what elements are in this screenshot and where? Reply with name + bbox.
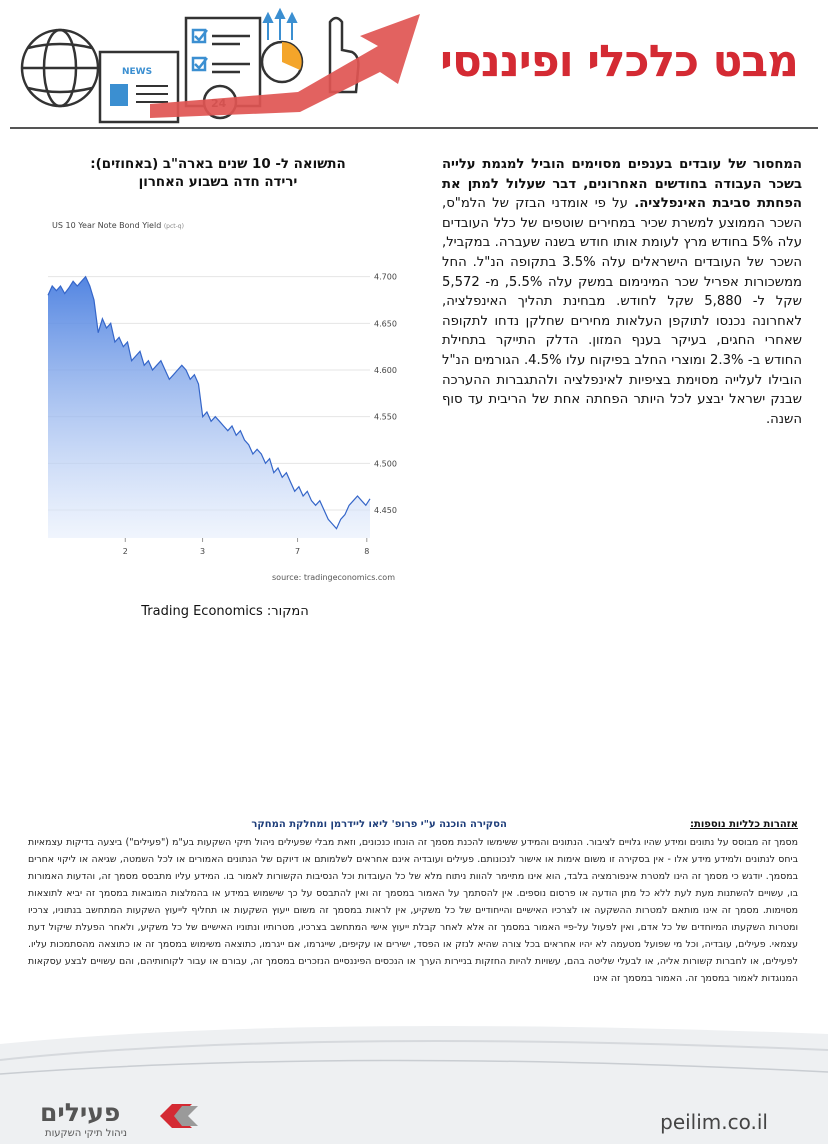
y-tick-label: 4.700 [374, 272, 397, 282]
growth-arrows-icon [264, 10, 296, 40]
article-body [442, 155, 802, 429]
page-header [0, 0, 828, 128]
chart-svg [40, 208, 410, 588]
x-tick-label: 2 [122, 547, 128, 556]
chart-heading-line2: ירידה חדה בשבוע האחרון [138, 175, 298, 190]
y-tick-label: 4.600 [374, 366, 397, 375]
news-label: NEWS [122, 67, 153, 77]
page-title: מבט כלכלי ופיננסי [440, 36, 798, 87]
disclaimer-text: מסמך זה מבוסס על נתונים ומידע שהיו גלויים לציבור. הנתונים והמידע ששימשו להכנת מסמך זה הונחו כנכונים, וזאת מבלי שפעילים ניהול תיקי השקעות בע"מ ("פעילים") ביצעה בדיקות עצמאיות ביחס לנתונים ולמידע מידע אלו - אין בסקירה זו משום אימות או אישור לנכונותם. פעילים ועובדיה אינם אחראים לשלמותם או דיוקם של הנתונים האמורים או לכל השמטה, שגיאה או ליקוי אחרים במסמך. יודגש כי מסמך זה הינו למטרת אינפורמציה בלבד, הוא אינו מתיימר להוות ניתוח מלא של כל העובדות וכל הנסיבות הקשורות לאמור בו. המידע עליו מתבסס מסמך זה, והדעות האמורות בו, עשויים להשתנות מעת לעת ללא כל מתן הודעה או פרסום נוספים. אין להסתמך על האמור במסמך זה ואין להתבסס על כך שישמוש במידע או בהמלצות המובאות במסמך זה יביא לתוצאות מסוימות. מסמך זה אינו מותאם למטרות ההשקעה או לצרכיו האישיים והייחודיים של כל משקיע, אין לראות במסמך זה משום ייעוץ השקעות או תחליף לייעוץ השקעות המתחשב בנתוניו, צרכיו ומטרות השקעתו המיוחדים של כל אדם, ואין לפעול על-פיי האמור במסמך זה אלא לאחר קבלת ייעוץ אישי המתחשב בצרכיו, מטרותיו ונתוניו האישיים של כל משקיע, ולאחר הפעלת שיקול דעת עצמאי. פעילים, עובדיה, וכל מי שפועל מטעמה לא יהיו אחראים בכל צורה שהיא לנזק או הפסד, ישירים או עקיפים, שייגרמו, אם ייגרמו, כתוצאה משימוש במסמך זה או כתוצאה מהסתמכות עליו. לפעילים, או לחברות קשורות אליה, או לבעלי שליטה בהם, עשויות להיות החזקות בניירות הערך או הנכסים הפיננסיים הנזכרים במסמך זה, עבורם או עבור לקוחותיהם, והם עשויים לבצע עסקאות המנוגדות לאמור במסמך זה. האמור במסמך זה אינו [28, 837, 798, 984]
x-tick-label: 3 [200, 547, 206, 556]
x-tick-label: 7 [295, 547, 301, 556]
chart-source-caption: המקור: Trading Economics [141, 604, 309, 619]
y-tick-label: 4.500 [374, 459, 397, 469]
pie-chart-icon [262, 42, 302, 82]
header-illustration [0, 0, 480, 128]
x-tick-label: 8 [364, 547, 370, 556]
chart-source: source: tradingeconomics.com [272, 573, 395, 582]
chart-heading-line1: התשואה ל- 10 שנים בארה"ב (באחוזים): [90, 157, 346, 172]
disclaimer-header [28, 818, 798, 832]
article-lead: המחסור של עובדים בענפים מסוימים הוביל למגמת עלייה בשכר העבודה בחודשים האחרונים, דבר שעלול למתן את הפחתת סביבת האינפלציה. [442, 157, 802, 212]
article-text: על פי אומדני הבזק של הלמ"ס, השכר הממוצע למשרת שכיר במחירים שוטפים של כלל העובדים עלה 5% בחודש מרץ לעומת אותו חודש בשנה שעברה. במקביל, השכר של העובדים הישראלים עלה 3.5% בתקופה הנ"ל. החל ממשכורות אפריל שכר המינימום במשק עלה 5.5%, מ- 5,572 שקל ל- 5,880 שקל לחודש. מבחינת תהליך האינפלציה, לאחרונה נכנסו לתוקפן העלאות מחירים שחלקן נדחו לתקופה שאחרי החגים, בעיקר בענף המזון. הדלק התייקר בתחילת החודש ב- 2.3% ומוצרי החלב בפיקוח עלו 4.5%. הגורמים הנ"ל הובילו לעלייה מסוימת בציפיות לאינפלציה ולהתגברות ההערכה שבנק ישראל יבצע לכל היותר הפחתה אחת של הריבית עד סוף השנה. [442, 196, 803, 427]
header-divider [10, 127, 818, 129]
website-link[interactable]: peilim.co.il [660, 1110, 768, 1134]
brand-tagline: ניהול תיקי השקעות [45, 1128, 127, 1139]
disclaimer-heading: אזהרות כלליות נוספות: [690, 819, 798, 830]
globe-icon [22, 30, 98, 106]
brand-logo-icon [152, 1100, 204, 1134]
bond-yield-chart [40, 208, 410, 588]
disclaimer-section [28, 818, 798, 987]
chart-title: US 10 Year Note Bond Yield (pct-q) [52, 221, 184, 230]
y-tick-label: 4.650 [374, 319, 397, 329]
y-tick-label: 4.450 [374, 506, 397, 515]
brand-name: פעילים [40, 1098, 121, 1127]
y-tick-label: 4.550 [374, 412, 397, 422]
prepared-by: הסקירה הוכנה ע"י פרופ' ליאו ליידרמן ומחלקת המחקר [251, 819, 507, 830]
chart-heading [28, 156, 408, 192]
